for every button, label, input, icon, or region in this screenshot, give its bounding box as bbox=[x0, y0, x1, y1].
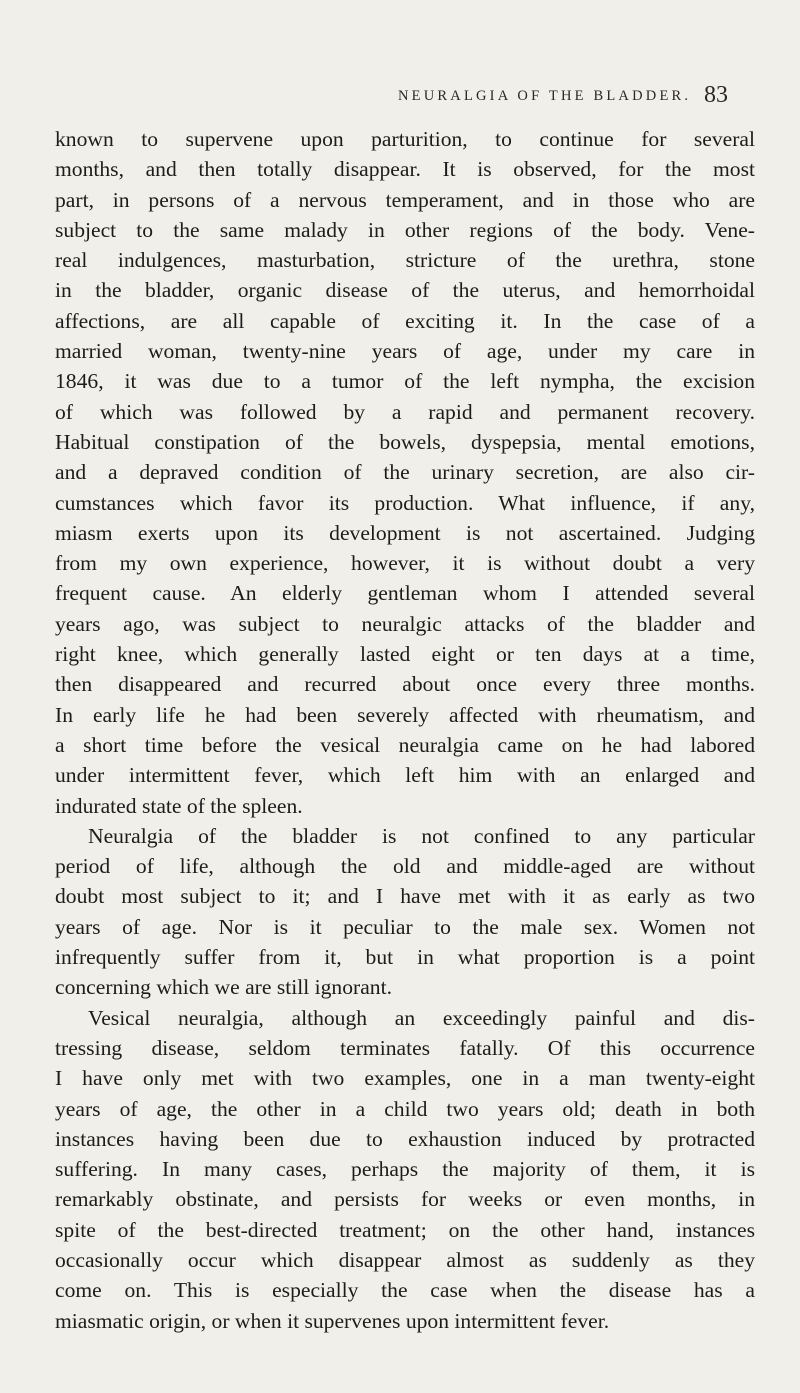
text-line: suffering. In many cases, perhaps the majority of them, it is bbox=[55, 1157, 755, 1182]
text-line: occasionally occur which disappear almost as suddenly as they bbox=[55, 1247, 755, 1272]
text-line: remarkably obstinate, and persists for weeks or even months, in bbox=[55, 1187, 755, 1212]
text-line: In early life he had been severely affected with rheumatism, and bbox=[55, 702, 755, 727]
text-line: married woman, twenty-nine years of age, under my care in bbox=[55, 339, 755, 364]
page-number: 83 bbox=[704, 82, 728, 108]
text-line: under intermittent fever, which left him with an enlarged and bbox=[55, 763, 755, 788]
text-line: years ago, was subject to neuralgic attacks of the bladder and bbox=[55, 611, 755, 636]
text-line: frequent cause. An elderly gentleman whom I attended several bbox=[55, 581, 755, 606]
text-line: part, in persons of a nervous temperament, and in those who are bbox=[55, 187, 755, 212]
text-line: subject to the same malady in other regions of the body. Vene- bbox=[55, 217, 755, 242]
text-line: concerning which we are still ignorant. bbox=[55, 975, 392, 1000]
text-line: years of age, the other in a child two years old; death in both bbox=[55, 1096, 755, 1121]
body-text bbox=[55, 124, 755, 1336]
text-line: known to supervene upon parturition, to continue for several bbox=[55, 127, 755, 151]
text-line: from my own experience, however, it is without doubt a very bbox=[55, 551, 755, 576]
paragraph bbox=[55, 124, 755, 821]
text-line: affections, are all capable of exciting it. In the case of a bbox=[55, 308, 755, 333]
text-line: come on. This is especially the case when the disease has a bbox=[55, 1278, 755, 1303]
text-line: I have only met with two examples, one in a man twenty-eight bbox=[55, 1066, 755, 1091]
text-line: doubt most subject to it; and I have met with it as early as two bbox=[55, 884, 755, 909]
running-head bbox=[0, 82, 800, 112]
text-line: tressing disease, seldom terminates fatally. Of this occurrence bbox=[55, 1035, 755, 1060]
text-line: a short time before the vesical neuralgia came on he had labored bbox=[55, 732, 755, 757]
text-line: instances having been due to exhaustion induced by protracted bbox=[55, 1126, 755, 1151]
paragraph bbox=[55, 1003, 755, 1336]
running-title: NEURALGIA OF THE BLADDER. bbox=[398, 88, 692, 104]
text-line: months, and then totally disappear. It is observed, for the most bbox=[55, 157, 755, 182]
text-line: of which was followed by a rapid and permanent recovery. bbox=[55, 399, 755, 424]
text-line: period of life, although the old and middle-aged are without bbox=[55, 854, 755, 879]
text-line: Vesical neuralgia, although an exceedingly painful and dis- bbox=[88, 1005, 755, 1030]
paragraph bbox=[55, 821, 755, 1003]
text-line: Neuralgia of the bladder is not confined to any particular bbox=[88, 823, 755, 848]
text-line: cumstances which favor its production. What influence, if any, bbox=[55, 490, 755, 515]
text-line: miasm exerts upon its development is not ascertained. Judging bbox=[55, 520, 755, 545]
text-line: 1846, it was due to a tumor of the left nympha, the excision bbox=[55, 369, 755, 394]
text-line: spite of the best-directed treatment; on the other hand, instances bbox=[55, 1217, 755, 1242]
text-line: and a depraved condition of the urinary secretion, are also cir- bbox=[55, 460, 755, 485]
text-line: in the bladder, organic disease of the uterus, and hemorrhoidal bbox=[55, 278, 755, 303]
text-line: real indulgences, masturbation, stricture of the urethra, stone bbox=[55, 248, 755, 273]
text-line: indurated state of the spleen. bbox=[55, 793, 303, 818]
text-line: years of age. Nor is it peculiar to the male sex. Women not bbox=[55, 914, 755, 939]
text-line: infrequently suffer from it, but in what proportion is a point bbox=[55, 945, 755, 970]
text-line: then disappeared and recurred about once every three months. bbox=[55, 672, 755, 697]
text-line: miasmatic origin, or when it supervenes upon intermittent fever. bbox=[55, 1308, 610, 1333]
text-line: Habitual constipation of the bowels, dyspepsia, mental emotions, bbox=[55, 429, 755, 454]
text-line: right knee, which generally lasted eight or ten days at a time, bbox=[55, 642, 755, 667]
